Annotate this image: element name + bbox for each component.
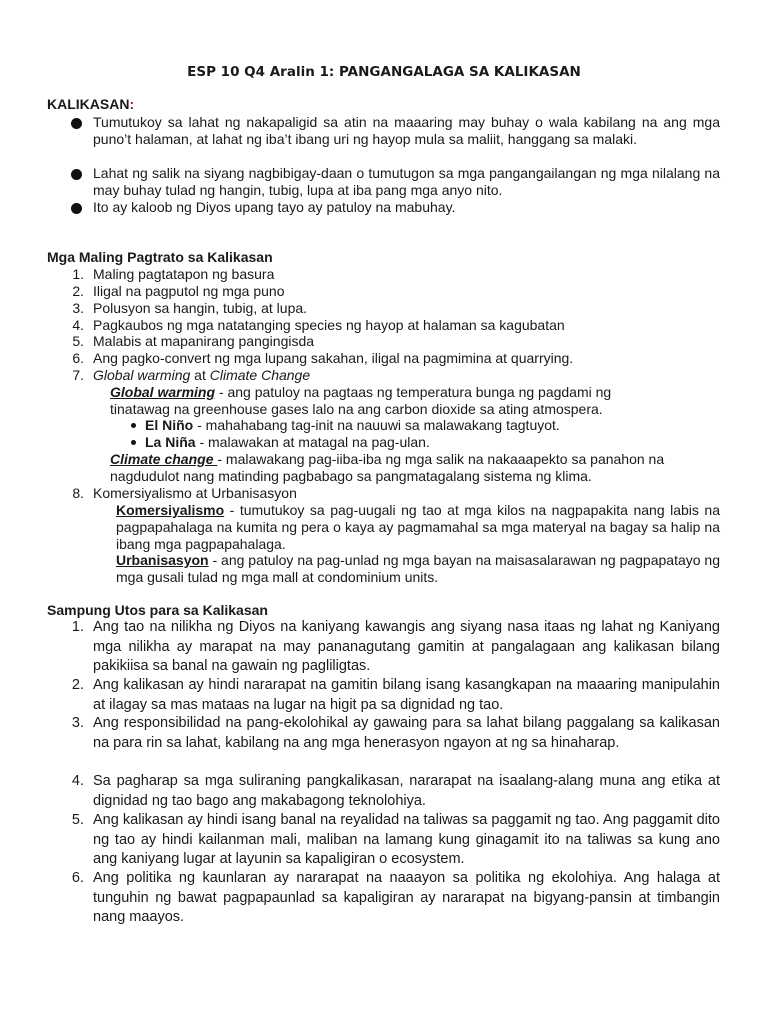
list-number: 6. bbox=[72, 350, 84, 366]
list-number: 3. bbox=[72, 300, 84, 316]
climate-change-definition bbox=[110, 451, 705, 485]
komersiyalismo-term: Komersiyalismo bbox=[116, 502, 225, 518]
list-number: 3. bbox=[71, 715, 84, 731]
kalikasan-heading-colon: : bbox=[129, 96, 135, 112]
bullet-icon bbox=[71, 203, 82, 214]
list-number: 8. bbox=[72, 485, 84, 501]
bullet-icon bbox=[71, 169, 82, 180]
bullet-icon bbox=[71, 118, 82, 129]
list-number: 5. bbox=[72, 333, 84, 349]
utos-item-2: Ang kalikasan ay hindi nararapat na gamitin bilang isang kasangkapan na maaaring manipulahin at ilagay sa mas mataas na lugar na higit pa sa dignidad ng tao. bbox=[93, 677, 720, 713]
maling-item-7 bbox=[93, 367, 310, 384]
utos-item-3: Ang responsibilidad na pang-ekolohikal ay gawaing para sa lahat bilang paggalang sa kalikasan na para rin sa lahat, kabilang na ang mga henerasyon ngayon at ng sa hinaharap. bbox=[93, 715, 720, 751]
document-title: ESP 10 Q4 Aralin 1: PANGANGALAGA SA KALIKASAN bbox=[187, 64, 581, 80]
urbanisasyon-def: - ang patuloy na pag-unlad ng mga bayan na maisasalarawan ng pagpapatayo ng mga gusali tulad ng mga mall at condominium units. bbox=[116, 552, 720, 585]
list-number: 5. bbox=[71, 812, 84, 828]
list-number: 4. bbox=[72, 317, 84, 333]
item7-climate-change: Climate Change bbox=[209, 367, 311, 383]
list-number: 1. bbox=[71, 619, 84, 635]
global-warming-def: - ang patuloy na pagtaas ng temperatura bunga ng pagdami ng tinatawag na greenhouse gases lalo na ang carbon dioxide sa ating atmospera. bbox=[110, 384, 612, 417]
komersiyalismo-def: - tumutukoy sa pag-uugali ng tao at mga kilos na nagpapakita nang labis na pagpapahalaga na kumita ng pera o kaya ay pagmamahal sa mga materyal na bagay sa halip na ibang mga pagpapahalaga. bbox=[116, 502, 720, 552]
kalikasan-heading-text: KALIKASAN bbox=[47, 96, 130, 112]
list-number: 7. bbox=[72, 367, 84, 383]
komersiyalismo-definition bbox=[116, 502, 720, 553]
list-number: 2. bbox=[72, 283, 84, 299]
list-number: 2. bbox=[71, 677, 84, 693]
maling-item-6: Ang pagko-convert ng mga lupang sakahan, iligal na pagmimina at quarrying. bbox=[93, 350, 574, 366]
utos-item-4: Sa pagharap sa mga suliraning pangkalikasan, nararapat na isaalang-alang muna ang etika at dignidad ng tao bago ang makabagong teknolohiya. bbox=[93, 773, 720, 809]
maling-pagtrato-heading: Mga Maling Pagtrato sa Kalikasan bbox=[47, 249, 273, 265]
list-number: 4. bbox=[71, 773, 84, 789]
la-nina-term: La Niña bbox=[145, 434, 196, 450]
climate-change-def: - malawakang pag-iiba-iba ng mga salik na nakaaapekto sa panahon na nagdudulot nang matinding pagbabago sa pangmatagalang sistema ng klima. bbox=[110, 451, 665, 484]
urbanisasyon-definition bbox=[116, 552, 720, 586]
el-nino-def: - mahahabang tag-init na nauuwi sa malawakang tagtuyot. bbox=[193, 417, 560, 433]
kalikasan-bullet-3: Ito ay kaloob ng Diyos upang tayo ay patuloy na mabuhay. bbox=[93, 199, 456, 215]
utos-item-1: Ang tao na nilikha ng Diyos na kaniyang kawangis ang siyang nasa itaas ng lahat ng Kaniyang mga nilikha ay marapat na may pananagutang gamitin at pangalagaan ang kalikasan bilang pakikiisa sa banal na gawain ng pagliligtas. bbox=[93, 619, 720, 674]
list-number: 6. bbox=[71, 870, 84, 886]
la-nina-def: - malawakan at matagal na pag-ulan. bbox=[195, 434, 430, 450]
item7-global-warming: Global warming bbox=[93, 367, 191, 383]
maling-item-1: Maling pagtatapon ng basura bbox=[93, 266, 275, 282]
maling-item-5: Malabis at mapanirang pangingisda bbox=[93, 333, 315, 349]
kalikasan-heading bbox=[47, 96, 134, 112]
kalikasan-bullet-2: Lahat ng salik na siyang nagbibigay-daan o tumutugon sa mga pangangailangan ng mga nilalang na may buhay tulad ng hangin, tubig, lupa at iba pang mga anyo nito. bbox=[93, 165, 720, 198]
global-warming-term: Global warming bbox=[110, 384, 216, 400]
maling-item-3: Polusyon sa hangin, tubig, at lupa. bbox=[93, 300, 308, 316]
global-warming-definition bbox=[110, 384, 670, 418]
utos-item-6: Ang politika ng kaunlaran ay nararapat na naaayon sa politika ng ekolohiya. Ang halaga at tunguhin ng bawat pagpapaunlad sa kapaligiran ay nararapat na bigyang-pansin at timbangin nang maayos. bbox=[93, 870, 720, 925]
maling-item-4: Pagkaubos ng mga natatanging species ng hayop at halaman sa kagubatan bbox=[93, 317, 565, 333]
el-nino-definition bbox=[145, 417, 560, 434]
list-number: 1. bbox=[72, 266, 84, 282]
kalikasan-bullet-1: Tumutukoy sa lahat ng nakapaligid sa atin na maaaring may buhay o wala kabilang na ang mga puno’t halaman, at lahat ng iba’t ibang uri ng hayop mula sa maliit, hanggang sa malaki. bbox=[93, 114, 720, 147]
utos-item-5: Ang kalikasan ay hindi isang banal na reyalidad na taliwas sa paggamit ng tao. Ang paggamit dito ng tao ay hindi kailanman mali, maliban na lamang kung ginagamit ito na taliwas sa kung ano ang kaniyang lugar at layunin sa kapaligiran o ecosystem. bbox=[93, 812, 720, 867]
climate-change-term: Climate change bbox=[110, 451, 218, 467]
el-nino-term: El Niño bbox=[145, 417, 194, 433]
maling-item-2: Iligal na pagputol ng mga puno bbox=[93, 283, 285, 299]
urbanisasyon-term: Urbanisasyon bbox=[116, 552, 209, 568]
sub-bullet-icon bbox=[131, 440, 136, 445]
maling-item-8: Komersiyalismo at Urbanisasyon bbox=[93, 485, 297, 501]
sampung-utos-heading: Sampung Utos para sa Kalikasan bbox=[47, 602, 268, 618]
item7-at: at bbox=[190, 367, 210, 383]
la-nina-definition bbox=[145, 434, 430, 451]
sub-bullet-icon bbox=[131, 423, 136, 428]
